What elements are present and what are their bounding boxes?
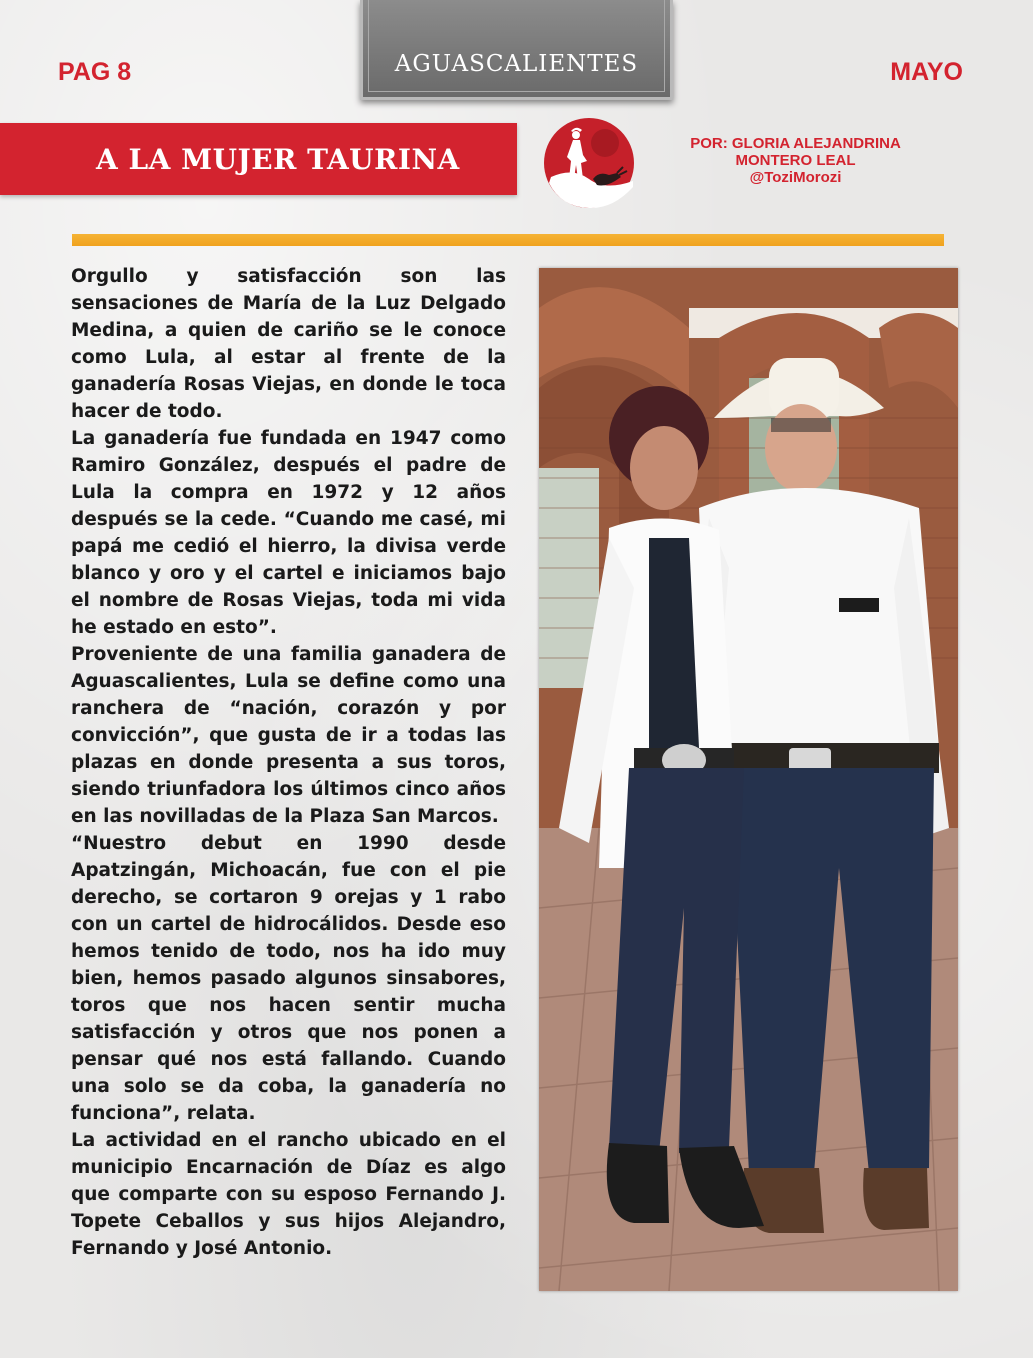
article-paragraph: Proveniente de una familia ganadera de Aguascalientes, Lula se define como una ranchera de “nación, corazón y por convicción”, que gusta de ir a todas las plazas en donde presenta a sus toros, siendo triunfadora los últimos cinco años en las novilladas de la Plaza San Marcos. bbox=[71, 644, 506, 827]
byline-author-line2: MONTERO LEAL bbox=[735, 152, 856, 169]
section-name: AGUASCALIENTES bbox=[394, 51, 639, 77]
article-body bbox=[71, 263, 506, 1262]
bullfighter-woman-logo-icon bbox=[543, 117, 635, 209]
page-number: PAG 8 bbox=[58, 58, 132, 86]
byline bbox=[668, 135, 923, 186]
byline-author-line1: POR: GLORIA ALEJANDRINA bbox=[690, 135, 901, 152]
article-paragraph: Orgullo y satisfacción son las sensaciones de María de la Luz Delgado Medina, a quien de cariño se le conoce como Lula, al estar al frente de la ganadería Rosas Viejas, en donde le toca hacer de todo. bbox=[71, 266, 506, 422]
article-title: A LA MUJER TAURINA bbox=[96, 142, 460, 176]
section-tab bbox=[360, 0, 673, 100]
article-photo bbox=[539, 268, 958, 1291]
article-paragraph: La ganadería fue fundada en 1947 como Ramiro González, después el padre de Lula la compra en 1972 y 12 años después se la cede. “Cuando me casé, mi papá me cedió el hierro, la divisa verde blanco y oro y el cartel e iniciamos bajo el nombre de Rosas Viejas, toda mi vida he estado en esto”. bbox=[71, 428, 506, 638]
orange-divider bbox=[72, 234, 944, 246]
article-title-bar bbox=[0, 123, 517, 195]
issue-month: MAYO bbox=[890, 58, 963, 86]
byline-handle: @ToziMorozi bbox=[749, 169, 842, 186]
article-paragraph: La actividad en el rancho ubicado en el municipio Encarnación de Díaz es algo que comparte con su esposo Fernando J. Topete Ceballos y sus hijos Alejandro, Fernando y José Antonio. bbox=[71, 1130, 506, 1259]
couple-photo-illustration bbox=[539, 268, 958, 1291]
article-paragraph: “Nuestro debut en 1990 desde Apatzingán, Michoacán, fue con el pie derecho, se cortaron 9 orejas y 1 rabo con un cartel de hidrocálidos. Desde eso hemos tenido de todo, nos ha ido muy bien, hemos pasado algunos sinsabores, toros que nos hacen sentir mucha satisfacción y otros que nos ponen a pensar qué nos está fallando. Cuando una solo se da coba, la ganadería no funciona”, relata. bbox=[71, 833, 506, 1124]
